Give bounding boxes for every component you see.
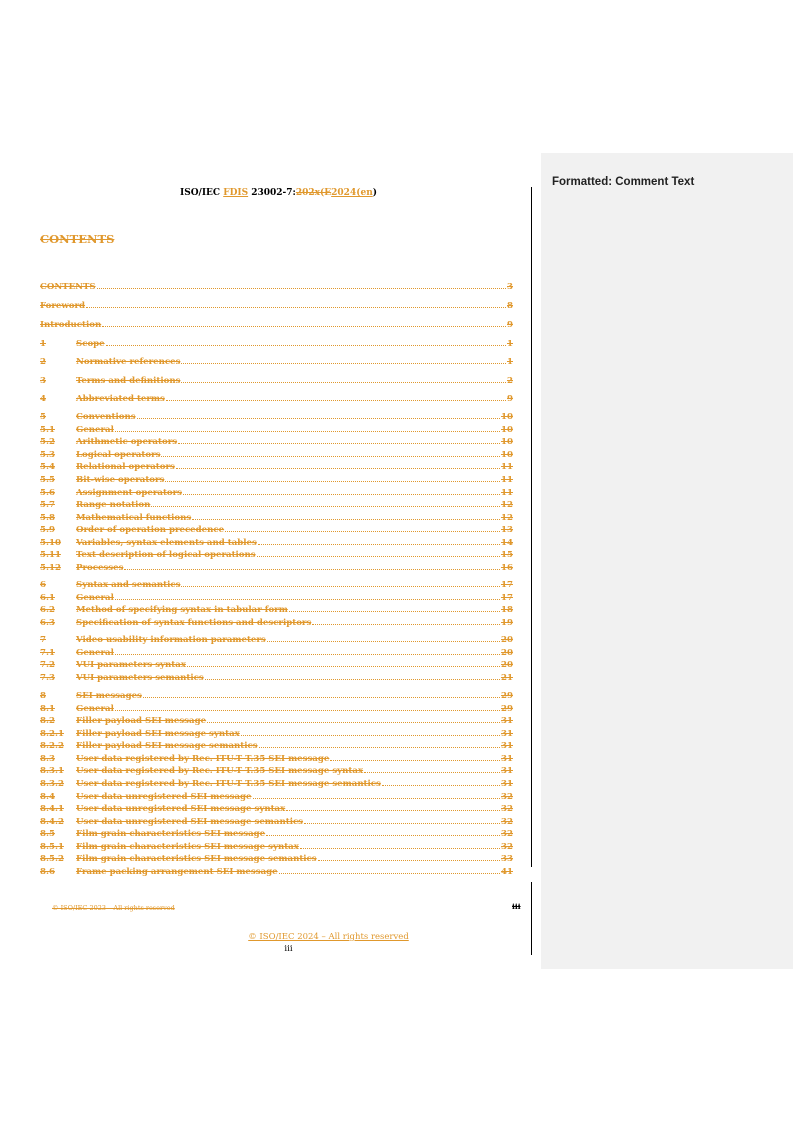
deleted-copyright: © ISO/IEC 2023 – All rights reserved bbox=[52, 904, 175, 912]
toc-entry[interactable] bbox=[40, 658, 513, 671]
toc-leader-dots bbox=[279, 865, 500, 874]
toc-entry-number: 4 bbox=[40, 394, 46, 404]
toc-entry-number: 8.5 bbox=[40, 829, 55, 839]
toc-entry[interactable] bbox=[40, 337, 513, 350]
toc-entry-title: SEI messages bbox=[76, 691, 142, 701]
toc-entry-title: User data unregistered SEI message semantics bbox=[76, 817, 304, 827]
toc-leader-dots bbox=[187, 658, 500, 667]
toc-entry-page: 31 bbox=[501, 779, 513, 789]
toc-leader-dots bbox=[259, 739, 500, 748]
toc-entry-title: User data registered by Rec. ITU-T T.35 SEI message syntax bbox=[76, 766, 364, 776]
toc-leader-dots bbox=[318, 852, 500, 861]
toc-leader-dots bbox=[267, 633, 500, 642]
header-inserted-year: 2024(en bbox=[331, 188, 373, 198]
toc-entry-number: 8.6 bbox=[40, 867, 55, 877]
toc-entry-page: 13 bbox=[501, 525, 513, 535]
toc-entry-page: 11 bbox=[501, 475, 513, 485]
toc-leader-dots bbox=[181, 578, 500, 587]
toc-entry-number: 3 bbox=[40, 376, 46, 386]
toc-entry-number: 8.4.1 bbox=[40, 804, 64, 814]
toc-leader-dots bbox=[102, 318, 506, 327]
toc-leader-dots bbox=[115, 423, 500, 432]
toc-entry[interactable] bbox=[40, 355, 513, 368]
toc-leader-dots bbox=[304, 815, 500, 824]
toc-entry-page: 10 bbox=[501, 450, 513, 460]
toc-entry-number: 7.1 bbox=[40, 648, 55, 658]
inserted-copyright: © ISO/IEC 2024 – All rights reserved bbox=[248, 932, 409, 942]
comments-pane bbox=[541, 153, 793, 969]
toc-entry-page: 10 bbox=[501, 412, 513, 422]
toc-entry-title: User data registered by Rec. ITU-T T.35 SEI message semantics bbox=[76, 779, 381, 789]
toc-leader-dots bbox=[241, 727, 500, 736]
toc-entry-title: General bbox=[76, 648, 114, 658]
toc-entry-number: 5.6 bbox=[40, 488, 55, 498]
toc-entry-page: 32 bbox=[501, 817, 513, 827]
toc-entry-title: User data unregistered SEI message syntax bbox=[76, 804, 286, 814]
toc-entry[interactable] bbox=[40, 689, 513, 702]
toc-entry-page: 10 bbox=[501, 437, 513, 447]
toc-entry-number: 8.4 bbox=[40, 792, 55, 802]
toc-entry-page: 41 bbox=[501, 867, 513, 877]
toc-entry-page: 32 bbox=[501, 804, 513, 814]
toc-entry-title: General bbox=[76, 593, 114, 603]
toc-entry-number: 8.2.1 bbox=[40, 729, 64, 739]
toc-leader-dots bbox=[257, 548, 500, 557]
toc-entry-page: 20 bbox=[501, 660, 513, 670]
toc-entry-page: 20 bbox=[501, 648, 513, 658]
toc-entry-number: 6 bbox=[40, 580, 46, 590]
toc-entry[interactable] bbox=[40, 603, 513, 616]
toc-entry-number: 8.5.2 bbox=[40, 854, 64, 864]
toc-entry-title: Order of operation precedence bbox=[76, 525, 225, 535]
toc-entry-page: 32 bbox=[501, 842, 513, 852]
toc-entry-page: 11 bbox=[501, 488, 513, 498]
toc-entry-title: Abbreviated terms bbox=[76, 394, 165, 404]
toc-entry[interactable] bbox=[40, 548, 513, 561]
toc-entry-title: Foreword bbox=[40, 301, 86, 311]
toc-entry-number: 2 bbox=[40, 357, 46, 367]
toc-entry-title: VUI parameters semantics bbox=[76, 673, 204, 683]
toc-entry-number: 8 bbox=[40, 691, 46, 701]
toc-entry-page: 31 bbox=[501, 766, 513, 776]
toc-entry-number: 6.3 bbox=[40, 618, 55, 628]
toc-entry-number: 8.3 bbox=[40, 754, 55, 764]
toc-entry[interactable] bbox=[40, 280, 513, 293]
toc-entry-page: 18 bbox=[501, 605, 513, 615]
toc-entry-page: 31 bbox=[501, 716, 513, 726]
toc-entry-title: Film grain characteristics SEI message semantics bbox=[76, 854, 317, 864]
toc-entry-number: 8.5.1 bbox=[40, 842, 64, 852]
header-prefix: ISO/IEC bbox=[180, 188, 224, 198]
toc-entry[interactable] bbox=[40, 392, 513, 405]
toc-entry-title: Specification of syntax functions and descriptors bbox=[76, 618, 312, 628]
toc-entry[interactable] bbox=[40, 714, 513, 727]
toc-entry-title: Syntax and semantics bbox=[76, 580, 181, 590]
toc-entry-title: Normative references bbox=[76, 357, 181, 367]
toc-leader-dots bbox=[115, 646, 500, 655]
toc-entry-page: 19 bbox=[501, 618, 513, 628]
toc-entry[interactable] bbox=[40, 435, 513, 448]
toc-leader-dots bbox=[97, 280, 506, 289]
toc-leader-dots bbox=[143, 689, 500, 698]
toc-entry-title: Conventions bbox=[76, 412, 136, 422]
toc-entry-number: 1 bbox=[40, 339, 46, 349]
toc-leader-dots bbox=[207, 714, 500, 723]
toc-entry-number: 5.9 bbox=[40, 525, 55, 535]
toc-leader-dots bbox=[253, 790, 501, 799]
toc-entry-page: 17 bbox=[501, 593, 513, 603]
page-number: iii bbox=[284, 944, 293, 954]
toc-entry-page: 31 bbox=[501, 741, 513, 751]
toc-leader-dots bbox=[286, 802, 500, 811]
toc-entry-page: 11 bbox=[501, 462, 513, 472]
toc-entry-title: VUI parameters syntax bbox=[76, 660, 186, 670]
toc-entry-page: 31 bbox=[501, 729, 513, 739]
toc-entry-number: 6.2 bbox=[40, 605, 55, 615]
toc-leader-dots bbox=[289, 603, 500, 612]
toc-entry-number: 8.4.2 bbox=[40, 817, 64, 827]
deleted-page-number: iii bbox=[512, 902, 521, 911]
toc-entry-number: 7.3 bbox=[40, 673, 55, 683]
toc-entry-title: Film grain characteristics SEI message syntax bbox=[76, 842, 299, 852]
toc-entry-number: 7.2 bbox=[40, 660, 55, 670]
change-bar bbox=[531, 187, 532, 867]
toc-entry-page: 17 bbox=[501, 580, 513, 590]
toc-entry-number: 5.12 bbox=[40, 563, 61, 573]
toc-entry-page: 33 bbox=[501, 854, 513, 864]
toc-entry[interactable] bbox=[40, 764, 513, 777]
toc-entry-title: Mathematical functions bbox=[76, 513, 192, 523]
toc-entry-number: 5 bbox=[40, 412, 46, 422]
toc-leader-dots bbox=[181, 374, 506, 383]
toc-entry-page: 1 bbox=[507, 339, 513, 349]
toc-leader-dots bbox=[124, 561, 500, 570]
toc-entry-number: 5.4 bbox=[40, 462, 55, 472]
toc-entry-page: 12 bbox=[501, 500, 513, 510]
toc-entry-title: Method of specifying syntax in tabular form bbox=[76, 605, 288, 615]
toc-leader-dots bbox=[192, 511, 500, 520]
toc-entry-title: CONTENTS bbox=[40, 282, 96, 292]
toc-entry-title: Film grain characteristics SEI message bbox=[76, 829, 266, 839]
toc-entry-title: Scope bbox=[76, 339, 105, 349]
toc-leader-dots bbox=[86, 299, 506, 308]
toc-entry-title: Filler payload SEI message syntax bbox=[76, 729, 240, 739]
toc-entry-page: 31 bbox=[501, 754, 513, 764]
toc-entry[interactable] bbox=[40, 827, 513, 840]
toc-entry-page: 32 bbox=[501, 792, 513, 802]
toc-leader-dots bbox=[166, 392, 506, 401]
toc-entry[interactable] bbox=[40, 299, 513, 312]
toc-leader-dots bbox=[106, 337, 506, 346]
toc-entry-page: 21 bbox=[501, 673, 513, 683]
toc-entry-page: 1 bbox=[507, 357, 513, 367]
header-deleted-year: 202x(E bbox=[295, 188, 332, 198]
header-closing: ) bbox=[372, 188, 377, 198]
toc-entry-page: 29 bbox=[501, 704, 513, 714]
comments-pane-title: Formatted: Comment Text bbox=[552, 176, 695, 188]
toc-entry-page: 9 bbox=[507, 320, 513, 330]
toc-leader-dots bbox=[181, 355, 506, 364]
toc-entry-page: 2 bbox=[507, 376, 513, 386]
toc-entry-number: 5.5 bbox=[40, 475, 55, 485]
toc-entry-title: Filler payload SEI message semantics bbox=[76, 741, 258, 751]
toc-leader-dots bbox=[115, 591, 500, 600]
toc-entry-title: Assignment operators bbox=[76, 488, 183, 498]
toc-entry[interactable] bbox=[40, 802, 513, 815]
toc-entry-page: 12 bbox=[501, 513, 513, 523]
toc-entry[interactable] bbox=[40, 633, 513, 646]
toc-entry-page: 20 bbox=[501, 635, 513, 645]
toc-entry-number: 8.3.1 bbox=[40, 766, 64, 776]
toc-entry-number: 5.11 bbox=[40, 550, 61, 560]
toc-leader-dots bbox=[165, 473, 500, 482]
toc-entry[interactable] bbox=[40, 578, 513, 591]
toc-entry-number: 5.3 bbox=[40, 450, 55, 460]
toc-entry-title: Variables, syntax elements and tables bbox=[76, 538, 257, 548]
toc-entry-title: User data registered by Rec. ITU-T T.35 SEI message bbox=[76, 754, 330, 764]
toc-leader-dots bbox=[183, 486, 500, 495]
toc-entry-title: General bbox=[76, 704, 114, 714]
toc-entry-title: Arithmetic operators bbox=[76, 437, 178, 447]
toc-leader-dots bbox=[178, 435, 500, 444]
toc-leader-dots bbox=[176, 460, 500, 469]
toc-entry-title: Filler payload SEI message bbox=[76, 716, 207, 726]
toc-leader-dots bbox=[312, 616, 500, 625]
toc-leader-dots bbox=[225, 523, 500, 532]
toc-entry-page: 10 bbox=[501, 425, 513, 435]
contents-heading: CONTENTS bbox=[40, 232, 115, 246]
toc-entry-number: 7 bbox=[40, 635, 46, 645]
toc-entry[interactable] bbox=[40, 852, 513, 865]
toc-entry[interactable] bbox=[40, 498, 513, 511]
toc-leader-dots bbox=[161, 448, 500, 457]
toc-entry-title: Introduction bbox=[40, 320, 102, 330]
toc-entry-title: Frame packing arrangement SEI message bbox=[76, 867, 278, 877]
toc-entry[interactable] bbox=[40, 318, 513, 331]
toc-entry[interactable] bbox=[40, 671, 513, 684]
toc-entry-page: 3 bbox=[507, 282, 513, 292]
toc-entry-title: Processes bbox=[76, 563, 124, 573]
toc-entry-page: 8 bbox=[507, 301, 513, 311]
toc-entry-title: Bit-wise operators bbox=[76, 475, 165, 485]
toc-entry-page: 15 bbox=[501, 550, 513, 560]
toc-entry[interactable] bbox=[40, 523, 513, 536]
toc-entry-number: 5.10 bbox=[40, 538, 61, 548]
toc-leader-dots bbox=[151, 498, 500, 507]
toc-leader-dots bbox=[382, 777, 500, 786]
toc-entry-title: Terms and definitions bbox=[76, 376, 181, 386]
toc-entry-page: 32 bbox=[501, 829, 513, 839]
toc-leader-dots bbox=[137, 410, 500, 419]
toc-entry-page: 16 bbox=[501, 563, 513, 573]
toc-entry[interactable] bbox=[40, 777, 513, 790]
toc-entry[interactable] bbox=[40, 616, 513, 629]
toc-leader-dots bbox=[266, 827, 500, 836]
toc-entry-page: 29 bbox=[501, 691, 513, 701]
toc-entry-number: 5.1 bbox=[40, 425, 55, 435]
toc-leader-dots bbox=[330, 752, 500, 761]
header-inserted-fdis: FDIS bbox=[223, 188, 249, 198]
toc-entry-number: 8.3.2 bbox=[40, 779, 64, 789]
header-number: 23002-7: bbox=[248, 188, 296, 198]
toc-entry-title: General bbox=[76, 425, 114, 435]
toc-entry-number: 8.1 bbox=[40, 704, 55, 714]
toc-entry-page: 14 bbox=[501, 538, 513, 548]
toc-entry-number: 5.2 bbox=[40, 437, 55, 447]
toc-entry-title: User data unregistered SEI message bbox=[76, 792, 252, 802]
toc-entry[interactable] bbox=[40, 561, 513, 574]
toc-entry-title: Relational operators bbox=[76, 462, 175, 472]
toc-entry[interactable] bbox=[40, 460, 513, 473]
toc-leader-dots bbox=[300, 840, 500, 849]
toc-entry-number: 6.1 bbox=[40, 593, 55, 603]
document-header bbox=[40, 188, 517, 198]
toc-leader-dots bbox=[115, 702, 500, 711]
toc-leader-dots bbox=[205, 671, 500, 680]
toc-entry-title: Range notation bbox=[76, 500, 151, 510]
toc-leader-dots bbox=[364, 764, 500, 773]
toc-entry[interactable] bbox=[40, 410, 513, 423]
toc-entry-number: 8.2.2 bbox=[40, 741, 64, 751]
toc-entry[interactable] bbox=[40, 374, 513, 387]
toc-entry[interactable] bbox=[40, 739, 513, 752]
toc-entry-number: 8.2 bbox=[40, 716, 55, 726]
toc-entry[interactable] bbox=[40, 473, 513, 486]
toc-entry-title: Text description of logical operations bbox=[76, 550, 256, 560]
toc-entry-number: 5.7 bbox=[40, 500, 55, 510]
toc-leader-dots bbox=[258, 536, 500, 545]
toc-entry-number: 5.8 bbox=[40, 513, 55, 523]
toc-entry-page: 9 bbox=[507, 394, 513, 404]
toc-entry-title: Logical operators bbox=[76, 450, 161, 460]
toc-entry-title: Video usability information parameters bbox=[76, 635, 266, 645]
toc-entry[interactable] bbox=[40, 865, 513, 878]
